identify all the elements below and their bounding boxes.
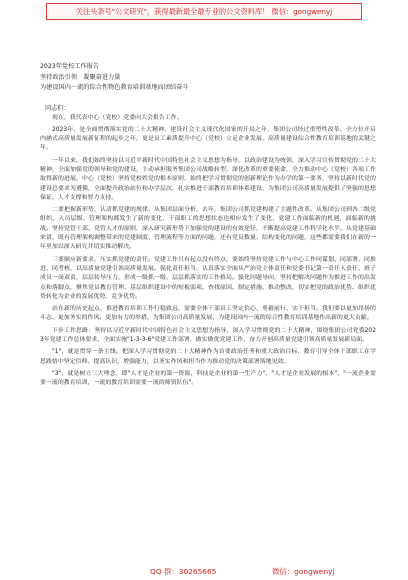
report-subtitle: 坚持政治引领 凝聚奋进力量 <box>40 73 121 81</box>
report-theme: 为建设国内一流的综合性物色教育培训基地而团结奋斗 <box>40 84 189 91</box>
paragraph: 二要把握新形势，认清抓党建的规律。从集团层面分析，去年，集团公司抓党建构建了主题性改革。从集团公司到各二级党组织，人员层级、管理架构都发生了新的变化，干部职工的思想状态也相应发生了变化，党建工作面临新的机遇，面临新的挑战。坚持党管干部、党管人才的原则，深入研究新形势下加强党的建设的有效途径，不断提高党建工作科学化水平。从党建基础来讲，既有管理架构调整带来的党建制度、管理流程等方面的问题，还有党员数量、结构变化的问题，这些都需要我们在新的一年里加以深入研究并切实推动解决。 <box>40 207 376 251</box>
paragraph: 一年以来，我们始终坚持以习近平新时代中国特色社会主义思想为指导，以政治建设为统领，深入学习宣传贯彻党的二十大精神，全面加强党的领导和党的建设，主动承担服务集团公司战略转型、深化改革的重要使命，全力推动中心（党校）各项工作取得新的进展。中心（党校）坚持党校姓党的根本原则，始终把学习贯彻党的创新理论作为办学的第一要务，坚持以新时代党的建设总要求为遵循，全面提升政治站位和办学层次，扎实推进干部教育培训体系建设，为集团公司高质量发展提供了坚强的思想保证、人才支撑和智力支持。 <box>40 157 376 201</box>
document-body <box>40 62 376 392</box>
paragraph: 2023年，是全面贯彻落实党的二十大精神、建设社会主义现代化国家的开局之年，集团公司经过重塑性改革、全方位开启内涵式高质量发展新征程的起步之年，更是员工素质提升中心（党校）立足企业发展、高质量建设综合性教育培训基地的关键之年。 <box>40 126 376 152</box>
report-title: 2023年党校工作报告 <box>40 63 100 70</box>
footer <box>0 562 408 580</box>
greeting: 同志们： <box>45 104 70 112</box>
paragraph: 现在，我代表中心（党校）党委向大会报告工作。 <box>52 114 183 121</box>
qq-group-text: QQ 群：30265665 <box>150 567 217 576</box>
promo-banner[interactable]: 关注头条号"公文研究"，获得最新最全最专业的公文资料库！ 微信：gongwenyj <box>46 3 362 20</box>
paragraph: 下步工作思路：坚持以习近平新时代中国特色社会主义思想为指导，深入学习贯彻党的二十大精神，围绕集团公司党委2023年党建工作总体要求，全面实施"1-3-3-6"党建工作部署，做实做优党建工作，奋力开创高质量党建引领高质量发展新局面。 <box>40 327 376 344</box>
paragraph: "1"，就是贯穿一条主线。把深入学习贯彻党的二十大精神作为首要政治任务和重大政治目标，教育引导全体干部职工在学思践悟中坚定信仰、提高认识，增强能力，以务实作风和担当作为推动党的决策部署落地见效。 <box>40 349 376 365</box>
wechat-text: 微信：gongwenyj <box>272 567 335 576</box>
paragraph: "3"，就是树立三大理念。即"人才是企业的第一资源，科技是企业的第一生产力"、"人才是企业发展的根本"、"一流企业需要一流的教育培训，一流的教育培训需要一流的师资队伍"。 <box>40 370 376 387</box>
paragraph: 站在新的历史起点，推进教育培训工作行稳致远，需要全体干部员工坚定信心、勇毅前行、实干担当。我们要以更加昂扬的斗志、更加务实的作风、更加有力的举措，为集团公司高质量发展、为建设国内一流的综合性教育培训基地作出新的更大贡献。 <box>40 306 376 322</box>
paragraph: 三要顺应新要求，压实抓党建的责任。党建工作只有起点没有终点，要始终坚持党建工作与中心工作同谋划、同部署、同推进、同考核，以高质量党建引领高质量发展。强化责任担当，认真落实全面从严治党主体责任和党委书记第一责任人责任、班子成员一岗双责，层层传导压力，形成一级抓一级、层层抓落实的工作格局。强化问题导向，坚持把解决问题作为推进工作的出发点和落脚点，聚焦党员教育管理、基层组织建设中的短板弱项，查找原因、制定措施、推动整改，切实把党的政治优势、组织优势转化为企业的发展优势、竞争优势。 <box>40 256 376 300</box>
